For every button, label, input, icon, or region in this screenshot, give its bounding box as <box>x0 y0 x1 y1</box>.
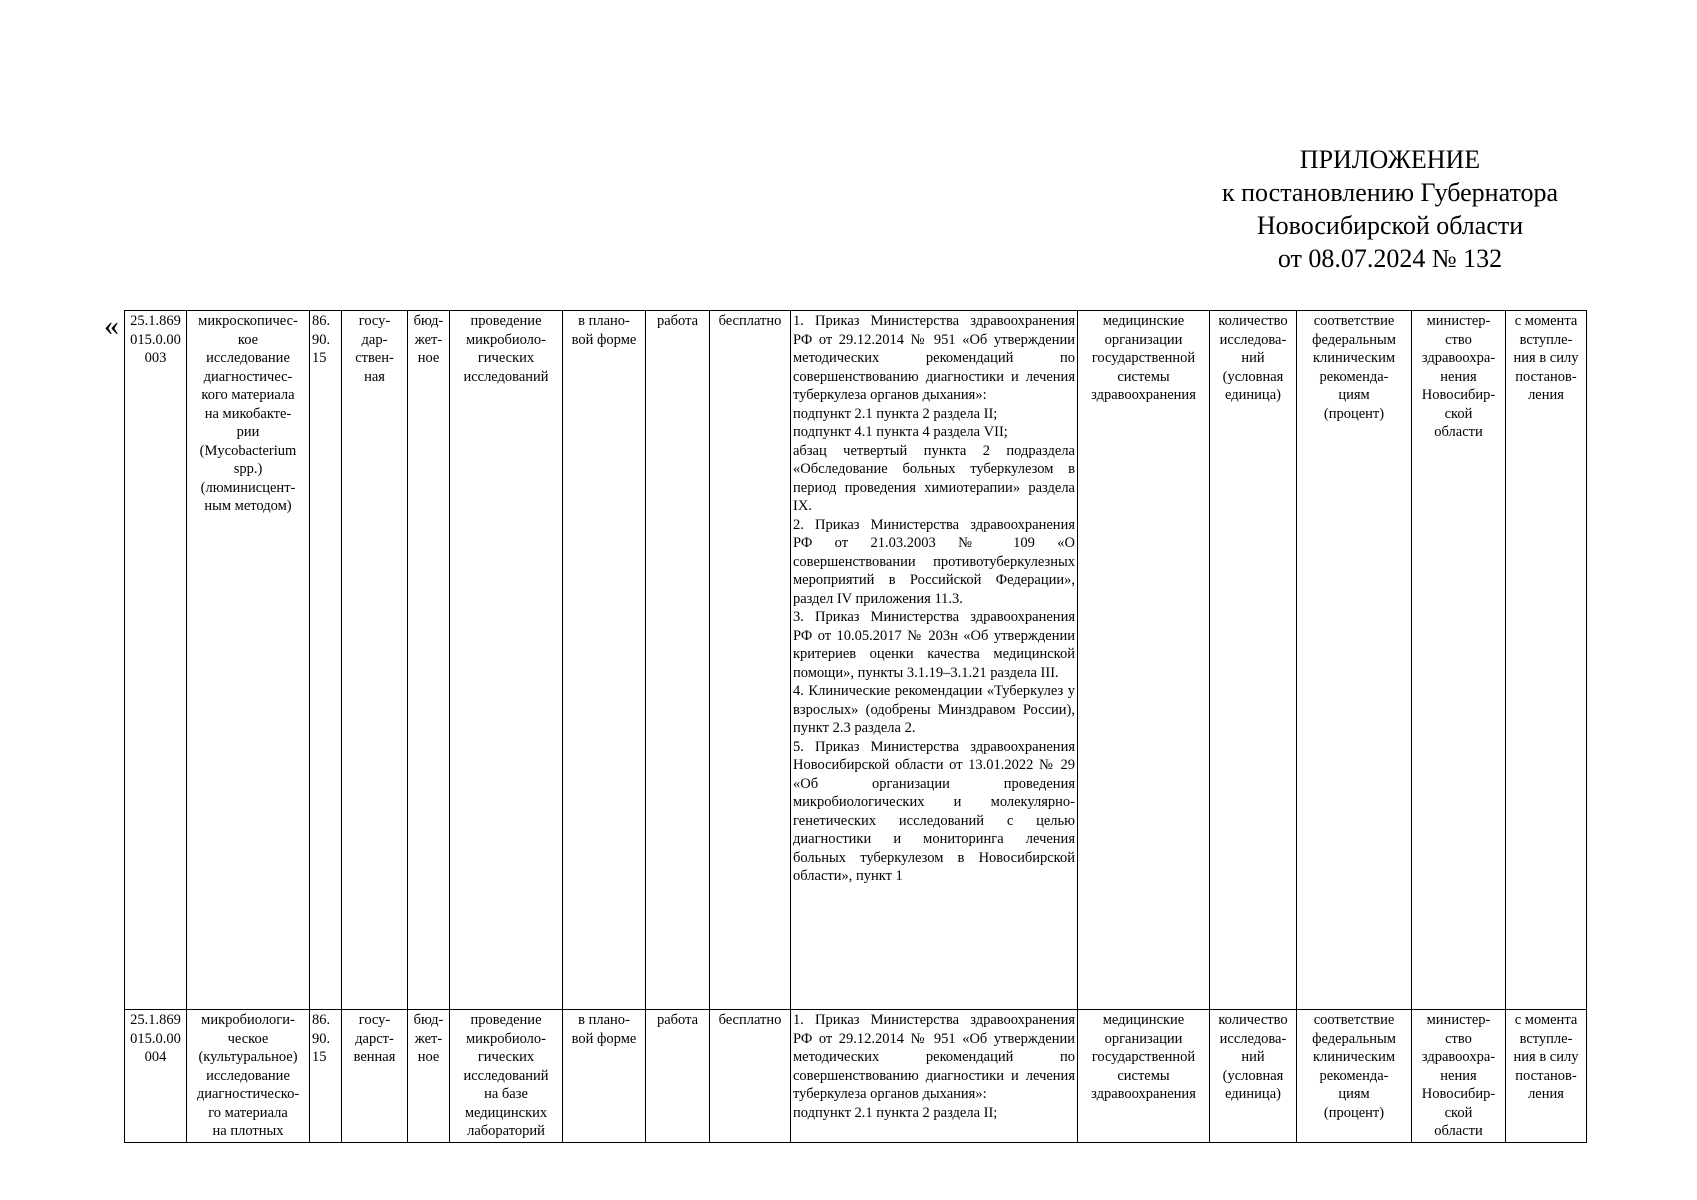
okved-code: 86. 90. 15 <box>310 311 342 1010</box>
authority: министер- ство здравоохра- нения Новосибир- ской области <box>1412 1010 1506 1143</box>
legal-act-item: 3. Приказ Министерства здравоохранения РФ от 10.05.2017 № 203н «Об утверждении критериев оценки качества медицинской помощи», пункты 3.1.19–3.1.21 раздела III. <box>793 609 1075 681</box>
volume-indicator: количество исследова- ний (условная единица) <box>1210 311 1297 1010</box>
service-type: работа <box>646 1010 710 1143</box>
legal-act-item: абзац четвертый пункта 2 подраздела «Обследование больных туберкулезом в период проведения химиотерапии» раздела IX. <box>793 442 1075 514</box>
table-row <box>125 311 1587 1010</box>
quality-indicator: соответствие федеральным клиническим рекоменда- циям (процент) <box>1297 311 1412 1010</box>
consumers: медицинские организации государственной системы здравоохранения <box>1078 1010 1210 1143</box>
payment-type: бесплатно <box>710 1010 791 1143</box>
service-content: проведение микробиоло- гических исследований <box>450 311 563 1010</box>
service-name: микроскопичес- кое исследование диагностичес- кого материала на микобакте- рии (Mycobacterium spp.) (люминисцент- ным методом) <box>187 311 310 1010</box>
institution-status: госу- дар- ствен- ная <box>342 311 408 1010</box>
volume-indicator: количество исследова- ний (условная единица) <box>1210 1010 1297 1143</box>
header-title: ПРИЛОЖЕНИЕ <box>1299 145 1481 174</box>
payment-type: бесплатно <box>710 311 791 1010</box>
legal-act-item: 4. Клинические рекомендации «Туберкулез у взрослых» (одобрены Минздравом России), пункт 2.3 раздела 2. <box>793 683 1075 736</box>
okved-code: 86. 90. 15 <box>310 1010 342 1143</box>
legal-act-item: 1. Приказ Министерства здравоохранения РФ от 29.12.2014 № 951 «Об утверждении методических рекомендаций по совершенствованию диагностики и лечения туберкулеза органов дыхания»: <box>793 1012 1075 1102</box>
effective-date: с момента вступле- ния в силу постанов- ления <box>1506 1010 1587 1143</box>
header-line-3: Новосибирской области <box>1256 211 1524 240</box>
service-name: микробиологи- ческое (культуральное) исследование диагностическо- го материала на плотных <box>187 1010 310 1143</box>
service-code: 25.1.869 015.0.00 004 <box>125 1010 187 1143</box>
service-type: работа <box>646 311 710 1010</box>
delivery-form: в плано- вой форме <box>563 311 646 1010</box>
legal-act-item: 2. Приказ Министерства здравоохранения РФ от 21.03.2003 № 109 «О совершенствовании противотуберкулезных мероприятий в Российской Федерации», раздел IV приложения 11.3. <box>793 516 1075 607</box>
funding-type: бюд- жет- ное <box>408 311 450 1010</box>
quality-indicator: соответствие федеральным клиническим рекоменда- циям (процент) <box>1297 1010 1412 1143</box>
legal-act-item: 5. Приказ Министерства здравоохранения Новосибирской области от 13.01.2022 № 29 «Об организации проведения микробиологических и молекулярно-генетических исследований с целью диагностики и мониторинга лечения больных туберкулезом в Новосибирской области», пункт 1 <box>793 738 1075 884</box>
services-table <box>124 310 1587 1143</box>
delivery-form: в плано- вой форме <box>563 1010 646 1143</box>
document-header <box>1180 143 1600 275</box>
legal-act-item: подпункт 2.1 пункта 2 раздела II; <box>793 405 998 422</box>
service-content: проведение микробиоло- гических исследований на базе медицинских лабораторий <box>450 1010 563 1143</box>
funding-type: бюд- жет- ное <box>408 1010 450 1143</box>
table-row <box>125 1010 1587 1143</box>
service-code: 25.1.869 015.0.00 003 <box>125 311 187 1010</box>
consumers: медицинские организации государственной системы здравоохранения <box>1078 311 1210 1010</box>
opening-quote-mark: « <box>104 309 119 342</box>
header-line-2: к постановлению Губернатора <box>1221 178 1559 207</box>
legal-act-item: подпункт 4.1 пункта 4 раздела VII; <box>793 424 1008 440</box>
institution-status: госу- дарст- венная <box>342 1010 408 1143</box>
legal-act-item: 1. Приказ Министерства здравоохранения РФ от 29.12.2014 № 951 «Об утверждении методических рекомендаций по совершенствованию диагностики и лечения туберкулеза органов дыхания»: <box>793 313 1075 403</box>
header-line-4: от 08.07.2024 № 132 <box>1277 244 1503 273</box>
effective-date: с момента вступле- ния в силу постанов- ления <box>1506 311 1587 1010</box>
legal-acts <box>791 1010 1078 1143</box>
legal-acts <box>791 311 1078 1010</box>
authority: министер- ство здравоохра- нения Новосибир- ской области <box>1412 311 1506 1010</box>
legal-act-item: подпункт 2.1 пункта 2 раздела II; <box>793 1104 998 1121</box>
